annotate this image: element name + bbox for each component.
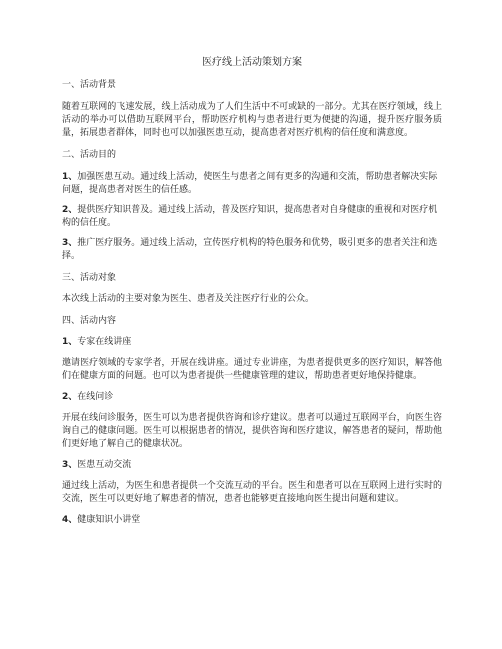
purpose-item-2 (62, 204, 442, 230)
section-heading-audience: 三、活动对象 (62, 273, 117, 283)
content-paragraph-1: 邀请医疗领域的专家学者，开展在线讲座。通过专业讲座，为患者提供更多的医疗知识，解答他们在健康方面的问题。也可以为患者提供一些健康管理的建议，帮助患者更好地保持健康。 (62, 358, 442, 381)
audience-paragraph: 本次线上活动的主要对象为医生、患者及关注医疗行业的公众。 (62, 294, 315, 304)
purpose-item-1-number: 1、 (62, 172, 78, 182)
content-subheading-3 (62, 459, 442, 472)
content-subheading-2-number: 2、 (62, 392, 78, 402)
content-subheading-2-title: 在线问诊 (77, 392, 114, 402)
purpose-item-3-number: 3、 (62, 238, 78, 248)
content-paragraph-3: 通过线上活动，为医生和患者提供一个交流互动的平台。医生和患者可以在互联网上进行实时的交流，医生可以更好地了解患者的情况，患者也能够更直接地向医生提出问题和建议。 (62, 481, 442, 504)
content-subheading-1-title: 专家在线讲座 (77, 337, 132, 347)
purpose-item-3 (62, 237, 442, 263)
purpose-item-1 (62, 171, 442, 197)
content-subheading-1 (62, 336, 442, 349)
content-subheading-1-number: 1、 (62, 337, 78, 347)
content-subheading-3-number: 3、 (62, 460, 78, 470)
content-subheading-4-number: 4、 (62, 515, 78, 525)
content-subheading-3-title: 医患互动交流 (77, 460, 132, 470)
purpose-item-1-text: 加强医患互动。通过线上活动，使医生与患者之间有更多的沟通和交流，帮助患者解决实际问题，提高患者对医生的信任感。 (62, 172, 438, 195)
section-heading-content: 四、活动内容 (62, 316, 117, 326)
background-paragraph: 随着互联网的飞速发展，线上活动成为了人们生活中不可或缺的一部分。尤其在医疗领域，线上活动的举办可以借助互联网平台，帮助医疗机构与患者进行更为便捷的沟通，提升医疗服务质量，拓展患者群体，同时也可以加强医患互动，提高患者对医疗机构的信任度和满意度。 (62, 102, 442, 138)
content-subheading-4-title: 健康知识小讲堂 (77, 515, 141, 525)
document-title: 医疗线上活动策划方案 (202, 57, 302, 68)
section-heading-background: 一、活动背景 (62, 80, 117, 90)
purpose-item-2-text: 提供医疗知识普及。通过线上活动，普及医疗知识，提高患者对自身健康的重视和对医疗机构的信任度。 (62, 205, 438, 228)
section-heading-purpose: 二、活动目的 (62, 150, 117, 160)
content-subheading-2 (62, 391, 442, 404)
content-subheading-4 (62, 514, 442, 527)
content-paragraph-2: 开展在线问诊服务，医生可以为患者提供咨询和诊疗建议。患者可以通过互联网平台，向医生咨询自己的健康问题。医生可以根据患者的情况，提供咨询和医疗建议，解答患者的疑问，帮助他们更好地了解自己的健康状况。 (62, 413, 442, 449)
purpose-item-3-text: 推广医疗服务。通过线上活动，宣传医疗机构的特色服务和优势，吸引更多的患者关注和选择。 (62, 238, 438, 261)
purpose-item-2-number: 2、 (62, 205, 78, 215)
